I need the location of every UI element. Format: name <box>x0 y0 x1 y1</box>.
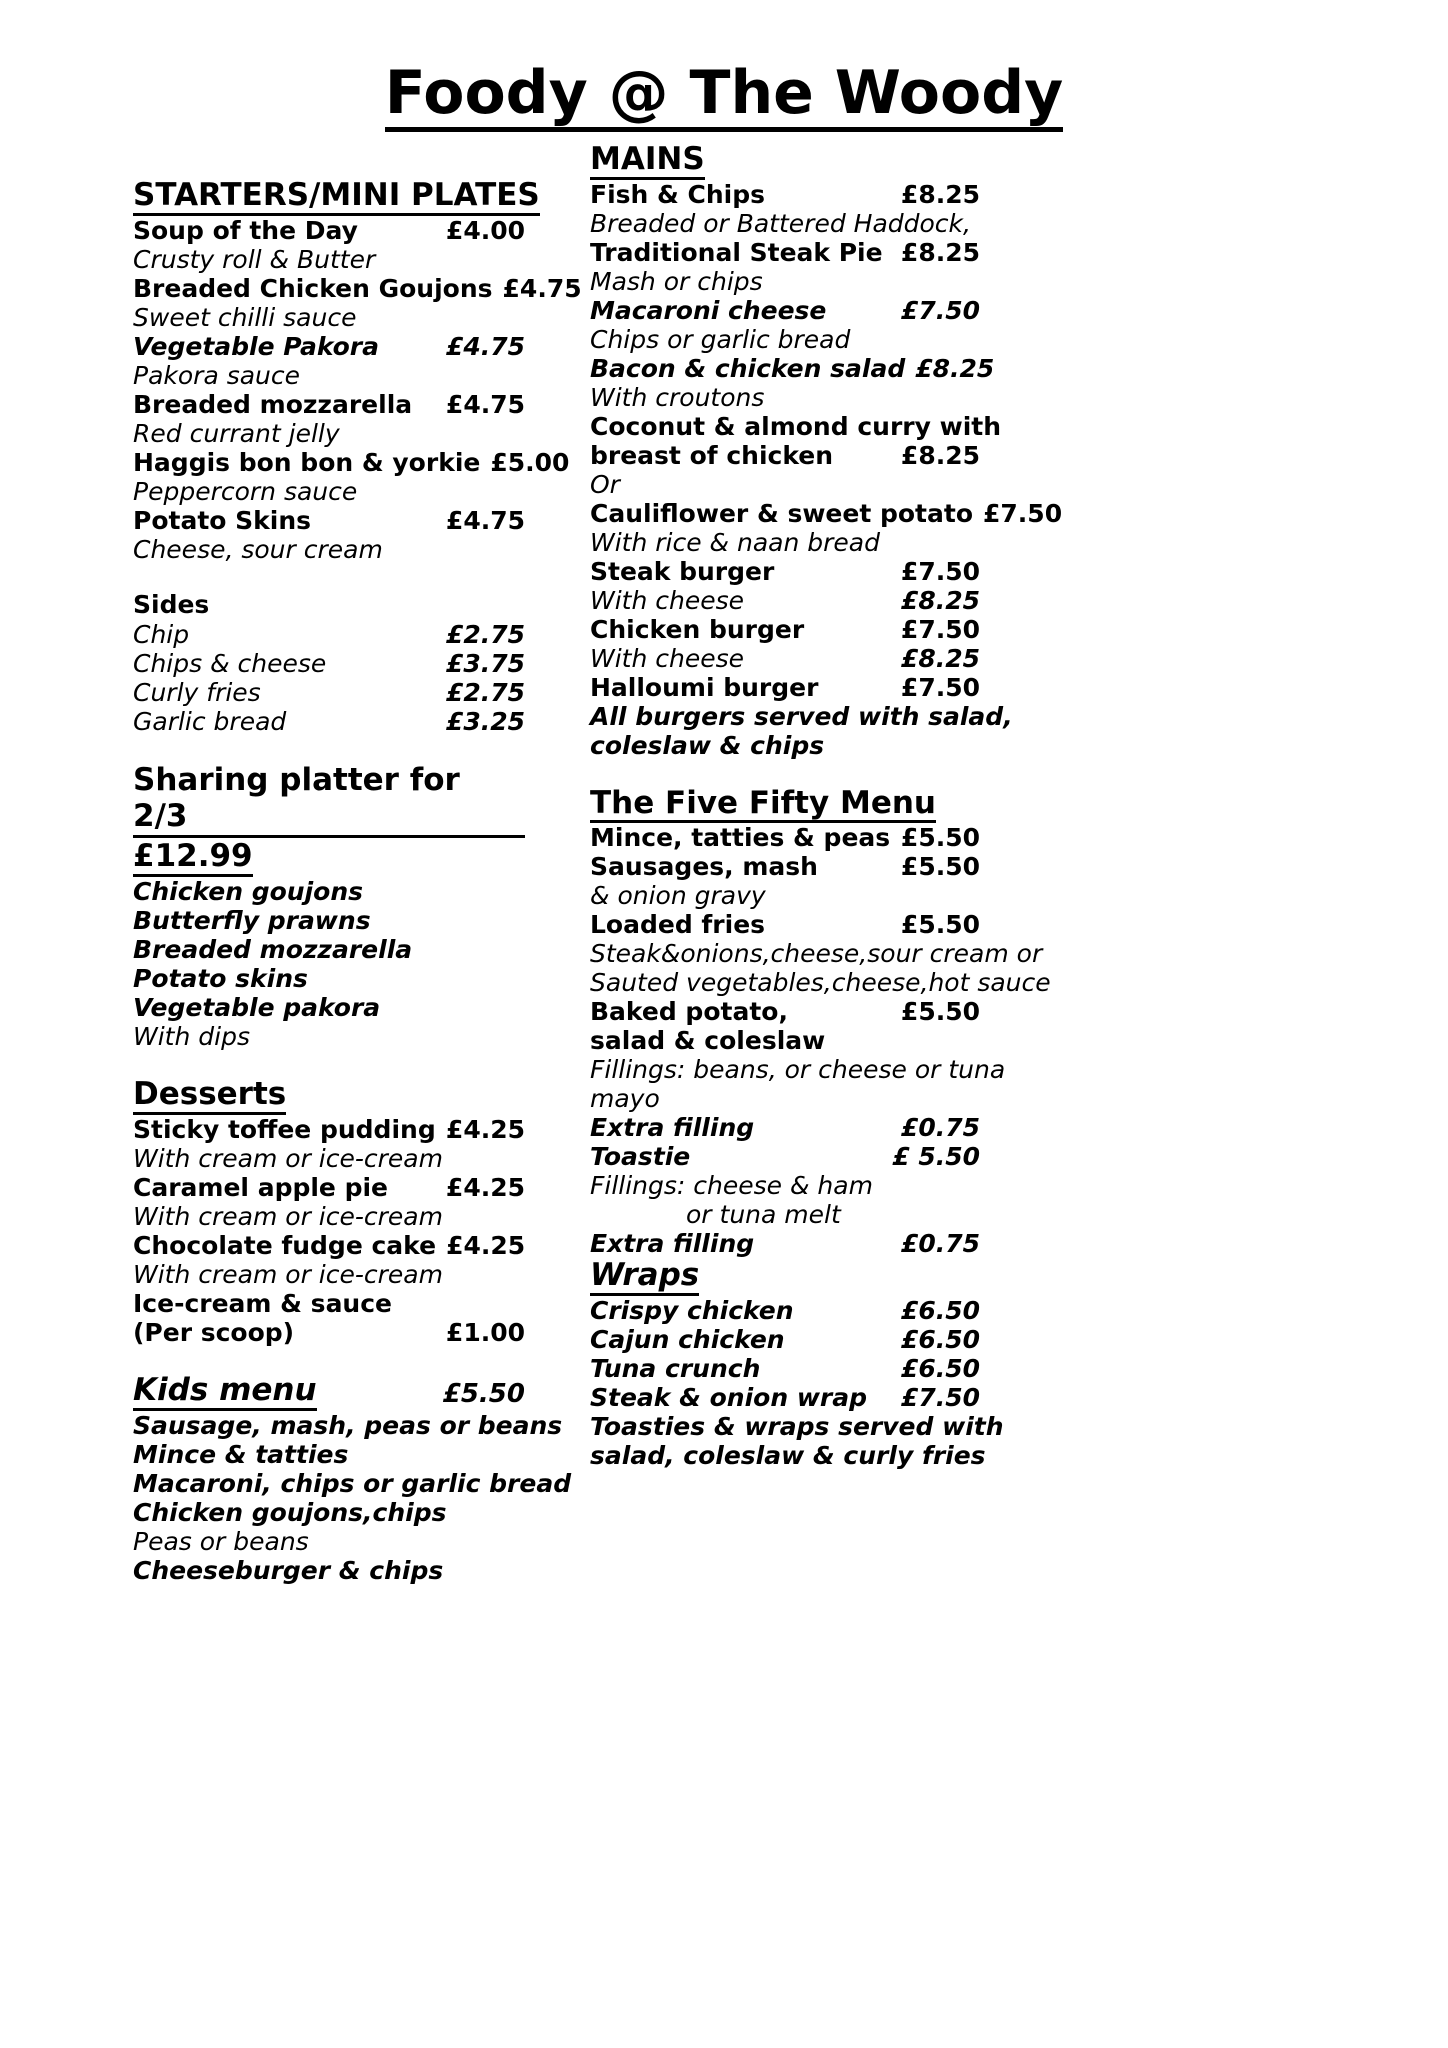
item-price: £6.50 <box>900 1325 980 1355</box>
menu-row <box>590 910 980 939</box>
left-column <box>133 177 582 1585</box>
item-desc: Peppercorn sauce <box>133 476 358 506</box>
item-desc: Crusty roll & Butter <box>133 244 376 274</box>
menu-row <box>590 823 980 852</box>
menu-row <box>590 238 980 267</box>
menu-title-wrap <box>0 58 1448 132</box>
curry-line1: Coconut & almond curry with <box>590 411 1002 441</box>
item-name: With cheese <box>590 585 745 615</box>
menu-row <box>590 1229 980 1258</box>
spacer <box>590 760 980 786</box>
spacer <box>133 736 525 762</box>
item-desc: Mash or chips <box>590 266 763 296</box>
kids-heading-row <box>133 1373 525 1411</box>
item-price: £8.25 <box>915 353 995 383</box>
menu-row <box>133 678 525 707</box>
menu-row <box>133 1231 525 1260</box>
item-desc: With cream or ice-cream <box>133 1260 443 1290</box>
item-name: Chip <box>133 619 190 649</box>
item-price: £7.50 <box>900 295 980 325</box>
kids-item: Cheeseburger & chips <box>133 1555 444 1585</box>
mains-heading: MAINS <box>590 142 705 180</box>
item-price: £0.75 <box>900 1113 980 1143</box>
item-name: Soup of the Day <box>133 215 358 245</box>
item-price: £1.00 <box>445 1318 525 1348</box>
item-price: £4.25 <box>445 1173 525 1203</box>
item-price: £8.25 <box>900 237 980 267</box>
menu-row <box>590 180 980 209</box>
platter-item: Butterfly prawns <box>133 906 371 936</box>
item-desc: Cheese, sour cream <box>133 534 383 564</box>
sharing-platter-heading-line1: Sharing platter for 2/3 <box>133 762 525 838</box>
sharing-platter-heading-line2: £12.99 <box>133 838 253 878</box>
item-price: £4.25 <box>445 1115 525 1145</box>
kids-item: Chicken goujons,chips <box>133 1497 447 1527</box>
sharing-platter-heading <box>133 762 525 878</box>
menu-row <box>590 353 995 383</box>
desserts-section <box>133 1077 525 1115</box>
page-title: Foody @ The Woody <box>385 62 1064 132</box>
item-name: Ice-cream & sauce <box>133 1289 393 1319</box>
item-price: £4.75 <box>445 389 525 419</box>
item-price: £3.25 <box>445 706 525 736</box>
wraps-note-line2: salad, coleslaw & curly fries <box>590 1441 986 1471</box>
item-sub: (Per scoop) <box>133 1318 295 1348</box>
kids-item: Sausage, mash, peas or beans <box>133 1410 563 1440</box>
wraps-note-line1: Toasties & wraps served with <box>590 1412 1004 1442</box>
item-name: Fish & Chips <box>590 179 766 209</box>
menu-row <box>590 1354 980 1383</box>
item-price: £8.25 <box>900 440 980 470</box>
menu-row <box>590 673 980 702</box>
item-price: £5.00 <box>490 447 570 477</box>
item-price: £ 5.50 <box>892 1142 980 1172</box>
burger-note-line1: All burgers served with salad, <box>590 701 1013 731</box>
menu-row <box>590 498 1063 528</box>
item-desc: or tuna melt <box>686 1200 841 1230</box>
item-name: Bacon & chicken salad <box>590 353 906 383</box>
menu-row <box>590 411 1002 441</box>
menu-row <box>133 447 570 477</box>
kids-heading: Kids menu <box>133 1373 317 1411</box>
item-desc: Chips or garlic bread <box>590 324 851 354</box>
item-name: Traditional Steak Pie <box>590 237 883 267</box>
item-name: Baked potato, <box>590 997 788 1027</box>
item-desc: Sauted vegetables,cheese,hot sauce <box>590 968 1051 998</box>
item-sub: salad & coleslaw <box>590 1026 826 1056</box>
item-name: With cheese <box>590 643 745 673</box>
item-name: Halloumi burger <box>590 672 819 702</box>
menu-row <box>133 1289 525 1318</box>
item-price: £7.50 <box>900 672 980 702</box>
item-price: £7.50 <box>983 498 1063 528</box>
item-name: Potato Skins <box>133 505 312 535</box>
item-price: £8.25 <box>900 643 980 673</box>
item-price: £6.50 <box>900 1296 980 1326</box>
item-price: £4.25 <box>446 1231 526 1261</box>
menu-row <box>590 586 980 615</box>
item-price: £4.75 <box>445 331 525 361</box>
item-desc: & onion gravy <box>590 881 766 911</box>
five-fifty-section <box>590 786 980 824</box>
item-name: Macaroni cheese <box>590 295 827 325</box>
menu-row <box>590 557 980 586</box>
item-price: £8.25 <box>900 179 980 209</box>
curry-or: Or <box>590 469 620 499</box>
menu-row <box>133 273 582 303</box>
item-desc: Sweet chilli sauce <box>133 302 357 332</box>
item-name: Garlic bread <box>133 706 287 736</box>
item-price: £5.50 <box>900 910 980 940</box>
platter-note: With dips <box>133 1022 250 1052</box>
item-desc: With cream or ice-cream <box>133 1144 443 1174</box>
item-desc: mayo <box>590 1084 660 1114</box>
item-desc: Breaded or Battered Haddock, <box>590 208 971 238</box>
curry-line2: breast of chicken <box>590 440 834 470</box>
menu-row <box>590 441 980 470</box>
item-desc: With cream or ice-cream <box>133 1202 443 1232</box>
kids-price: £5.50 <box>442 1379 525 1410</box>
item-name: Sausages, mash <box>590 852 818 882</box>
item-name: Extra filling <box>590 1229 755 1259</box>
starters-heading: STARTERS/MINI PLATES <box>133 178 540 216</box>
item-price: £5.50 <box>900 852 980 882</box>
item-price: £5.50 <box>900 823 980 853</box>
item-name: Haggis bon bon & yorkie <box>133 447 481 477</box>
menu-row <box>133 649 525 678</box>
item-name: Steak & onion wrap <box>590 1383 868 1413</box>
menu-row <box>133 620 525 649</box>
item-price: £7.50 <box>900 614 980 644</box>
menu-row <box>133 216 525 245</box>
item-name: Sticky toffee pudding <box>133 1115 436 1145</box>
item-price: £3.75 <box>445 648 525 678</box>
menu-row <box>133 506 525 535</box>
menu-row <box>133 332 525 361</box>
item-name: Chips & cheese <box>133 648 327 678</box>
item-desc: With croutons <box>590 382 765 412</box>
menu-row <box>590 615 980 644</box>
mains-section <box>590 142 980 180</box>
burger-note-line2: coleslaw & chips <box>590 730 825 760</box>
item-name: Loaded fries <box>590 910 766 940</box>
wraps-heading: Wraps <box>590 1258 699 1296</box>
item-name: Steak burger <box>590 556 775 586</box>
item-name: Chicken burger <box>590 614 805 644</box>
item-price: £7.50 <box>900 556 980 586</box>
item-desc: Fillings: beans, or cheese or tuna <box>590 1055 1006 1085</box>
menu-row <box>133 390 525 419</box>
item-desc: Fillings: cheese & ham <box>590 1171 873 1201</box>
item-name: Cauliflower & sweet potato <box>590 498 974 528</box>
menu-row <box>590 997 980 1026</box>
item-name: Caramel apple pie <box>133 1173 389 1203</box>
item-name: Toastie <box>590 1142 691 1172</box>
menu-row <box>590 852 980 881</box>
item-price: £2.75 <box>445 619 525 649</box>
menu-row <box>133 1318 525 1347</box>
item-name: Extra filling <box>590 1113 755 1143</box>
item-name: Curly fries <box>133 677 261 707</box>
spacer <box>133 1347 525 1373</box>
menu-row <box>133 707 525 736</box>
item-name: Crispy chicken <box>590 1296 794 1326</box>
item-price: £4.00 <box>445 215 525 245</box>
menu-row <box>133 1115 525 1144</box>
item-desc: With rice & naan bread <box>590 527 880 557</box>
item-name: Vegetable Pakora <box>133 331 379 361</box>
item-price: £8.25 <box>900 585 980 615</box>
item-name: Breaded Chicken Goujons <box>133 273 493 303</box>
starters-section <box>133 177 540 216</box>
platter-item: Potato skins <box>133 964 308 994</box>
menu-row <box>590 1383 980 1412</box>
item-desc: Steak&onions,cheese,sour cream or <box>590 939 1043 969</box>
five-fifty-heading: The Five Fifty Menu <box>590 786 936 824</box>
item-price: £6.50 <box>900 1354 980 1384</box>
desserts-heading: Desserts <box>133 1077 286 1115</box>
item-price: £7.50 <box>900 1383 980 1413</box>
platter-item: Chicken goujons <box>133 877 364 907</box>
menu-row <box>590 296 980 325</box>
menu-row <box>590 1296 980 1325</box>
item-name: Breaded mozzarella <box>133 389 413 419</box>
menu-row <box>590 1325 980 1354</box>
item-desc: Pakora sauce <box>133 360 301 390</box>
menu-row <box>590 1113 980 1142</box>
menu-row <box>590 1142 980 1171</box>
spacer <box>133 1051 525 1077</box>
item-price: £0.75 <box>900 1229 980 1259</box>
kids-item: Peas or beans <box>133 1526 309 1556</box>
item-price: £4.75 <box>445 505 525 535</box>
menu-row <box>590 1026 980 1055</box>
item-name: Chocolate fudge cake <box>133 1231 437 1261</box>
menu-row <box>590 644 980 673</box>
spacer <box>133 564 525 590</box>
item-desc: Red currant jelly <box>133 418 340 448</box>
item-name: Tuna crunch <box>590 1354 761 1384</box>
item-price: £2.75 <box>445 677 525 707</box>
item-price: £4.75 <box>502 273 582 303</box>
kids-item: Mince & tatties <box>133 1439 349 1469</box>
menu-row <box>133 1173 525 1202</box>
item-name: Mince, tatties & peas <box>590 823 891 853</box>
platter-item: Vegetable pakora <box>133 993 381 1023</box>
sides-heading: Sides <box>133 589 210 619</box>
kids-item: Macaroni, chips or garlic bread <box>133 1468 572 1498</box>
platter-item: Breaded mozzarella <box>133 935 413 965</box>
item-price: £5.50 <box>900 997 980 1027</box>
wraps-section <box>590 1258 980 1296</box>
right-column <box>590 141 1063 1471</box>
item-name: Cajun chicken <box>590 1325 785 1355</box>
